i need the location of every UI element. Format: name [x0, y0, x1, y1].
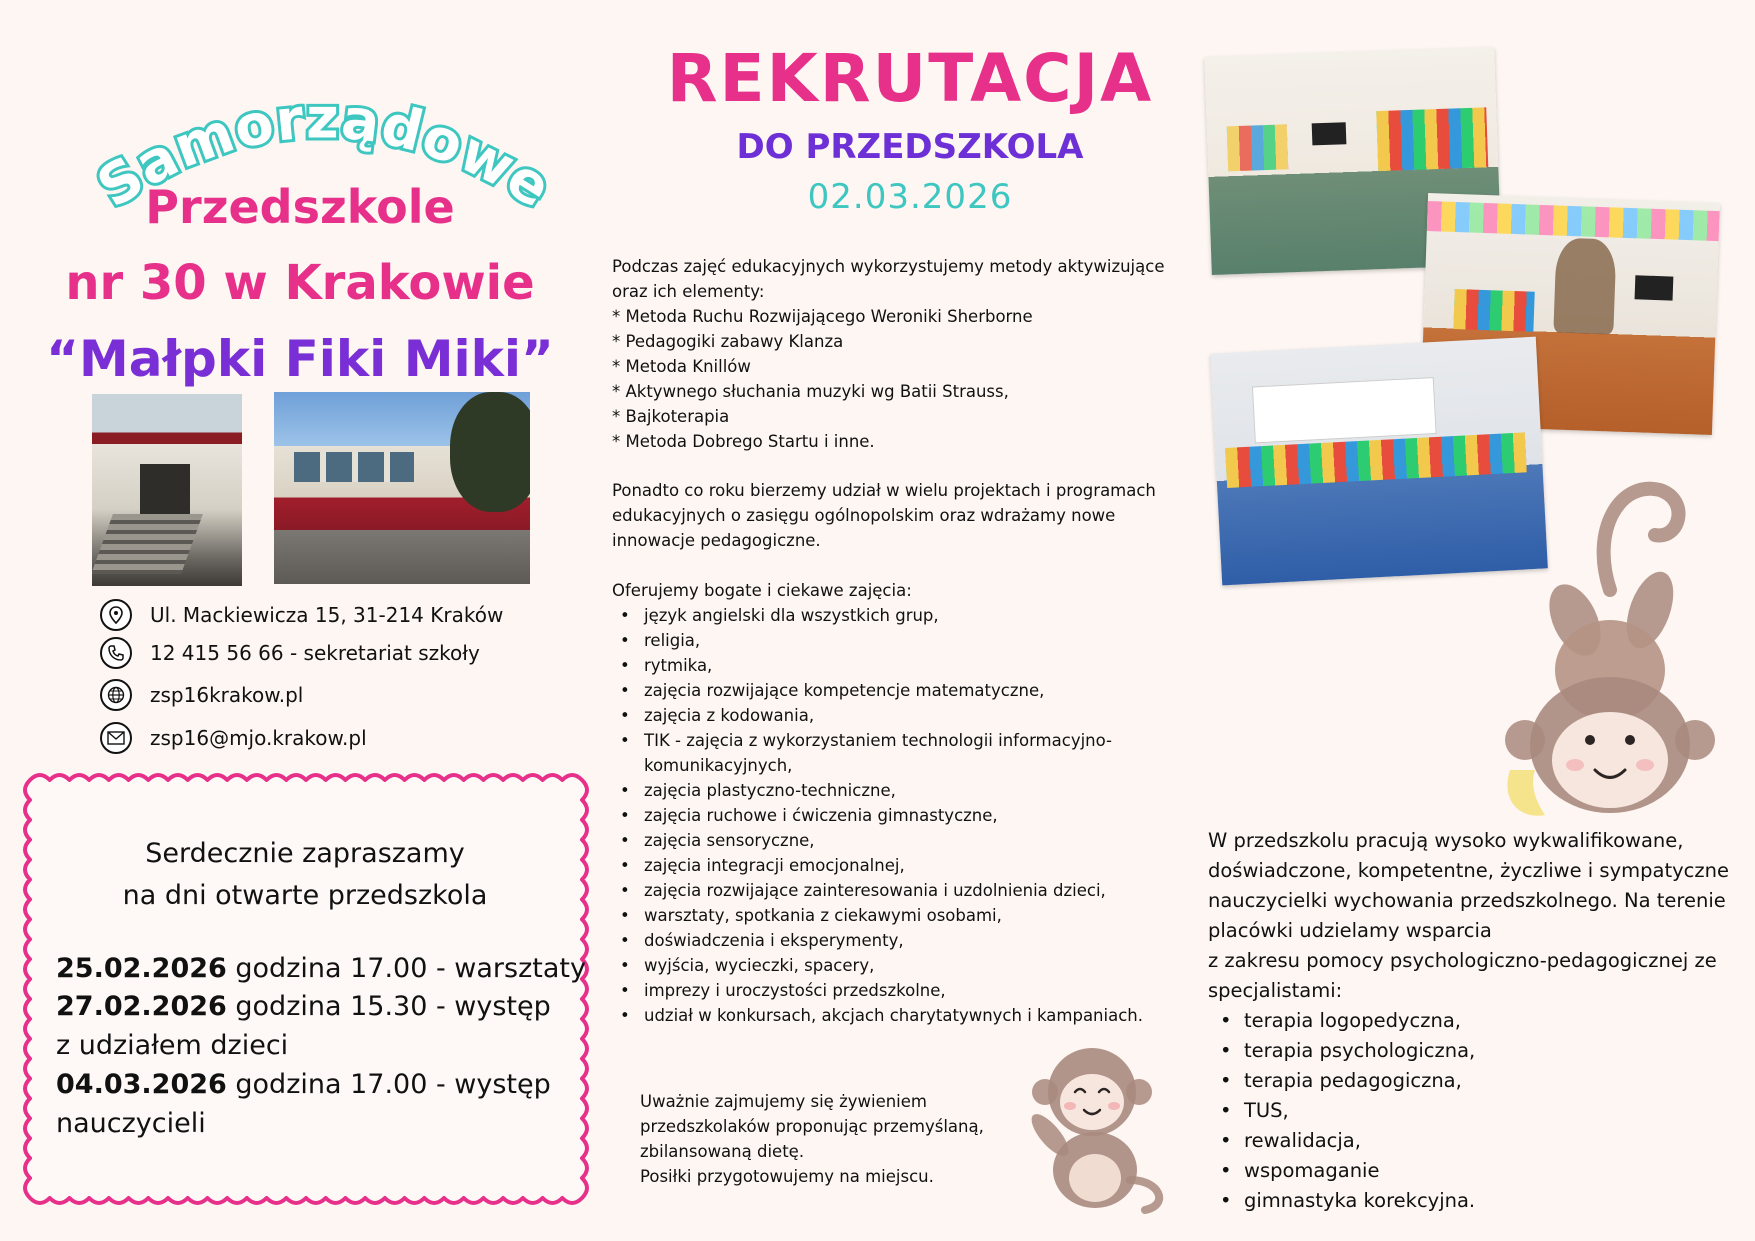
open-day-date: 25.02.2026 [56, 953, 227, 984]
methods-line: * Bajkoterapia [612, 407, 730, 426]
specialist-item: • terapia logopedyczna, [1244, 1006, 1729, 1036]
projects-paragraph [612, 478, 1156, 553]
staff-line: specjalistami: [1208, 979, 1343, 1002]
staff-line: W przedszkolu pracują wysoko wykwalifikowane, [1208, 829, 1684, 852]
contact-phone-text: 12 415 56 66 - sekretariat szkoły [150, 641, 480, 665]
open-days-title [40, 833, 570, 917]
envelope-icon [100, 722, 132, 754]
open-day-details: godzina 15.30 - występ [226, 991, 551, 1022]
food-line: Posiłki przygotowujemy na miejscu. [640, 1167, 934, 1186]
projects-line: innowacje pedagogiczne. [612, 531, 821, 550]
offer-list-item-continued: komunikacyjnych, [644, 756, 793, 775]
photo-garlands [1427, 201, 1720, 241]
offer-list-item: • wyjścia, wycieczki, spacery, [644, 953, 1143, 978]
open-day-event-3 [56, 1066, 551, 1104]
open-day-details: nauczycieli [56, 1108, 206, 1139]
offer-list-item: • zajęcia sensoryczne, [644, 828, 1143, 853]
open-day-date: 04.03.2026 [56, 1069, 227, 1100]
offer-list-item: • warsztaty, spotkania z ciekawymi osobami, [644, 903, 1143, 928]
contact-website[interactable] [100, 678, 303, 712]
food-paragraph [640, 1089, 984, 1189]
monkey-sitting-illustration [1020, 1030, 1170, 1220]
offer-list [612, 603, 1143, 1028]
methods-line: oraz ich elementy: [612, 282, 765, 301]
offer-list-item: • zajęcia ruchowe i ćwiczenia gimnastyczne, [644, 803, 1143, 828]
open-day-date: 27.02.2026 [56, 991, 227, 1022]
photo-tv [1635, 275, 1674, 300]
photo-tree-decoration [1553, 237, 1616, 334]
open-days-title-line-1: Serdecznie zapraszamy [145, 838, 465, 869]
offer-list-item: • zajęcia plastyczno-techniczne, [644, 778, 1143, 803]
photo-shelf [1376, 107, 1488, 171]
offer-list-item: • zajęcia rozwijające zainteresowania i uzdolnienia dzieci, [644, 878, 1143, 903]
photo-shelf [1227, 124, 1289, 171]
contact-website-link[interactable]: zsp16krakow.pl [150, 683, 304, 707]
school-building-photo-facade [274, 392, 530, 584]
food-line: przedszkolaków proponując przemyślaną, [640, 1117, 984, 1136]
food-line: Uważnie zajmujemy się żywieniem [640, 1092, 927, 1111]
offer-list-item: • rytmika, [644, 653, 1143, 678]
open-day-event-2-continued [56, 1027, 288, 1065]
contact-address [100, 598, 503, 632]
school-title-number-city: nr 30 w Krakowie [65, 255, 535, 311]
food-line: zbilansowaną dietę. [640, 1142, 805, 1161]
arc-title-text: Samorządowe [86, 86, 563, 222]
offer-list-item: • zajęcia integracji emocjonalnej, [644, 853, 1143, 878]
methods-line: * Pedagogiki zabawy Klanza [612, 332, 844, 351]
location-pin-icon [100, 599, 132, 631]
open-day-event-2 [56, 988, 551, 1026]
specialists-list [1208, 1006, 1729, 1216]
methods-line: * Metoda Knillów [612, 357, 751, 376]
school-title-przedszkole: Przedszkole [145, 180, 455, 234]
school-title-name: “Małpki Fiki Miki” [46, 330, 554, 388]
offer-list-item: • język angielski dla wszystkich grup, [644, 603, 1143, 628]
open-day-details: godzina 17.00 - warsztaty [226, 953, 586, 984]
open-day-details: z udziałem dzieci [56, 1030, 289, 1061]
methods-line: * Metoda Dobrego Startu i inne. [612, 432, 875, 451]
methods-line: * Metoda Ruchu Rozwijającego Weroniki Sherborne [612, 307, 1033, 326]
contact-email[interactable] [100, 721, 367, 755]
offer-section [612, 578, 1143, 1028]
projects-line: edukacyjnych o zasięgu ogólnopolskim oraz wdrażamy nowe [612, 506, 1116, 525]
open-days-title-line-2: na dni otwarte przedszkola [122, 880, 488, 911]
offer-list-item: • zajęcia z kodowania, [644, 703, 1143, 728]
offer-list-item: • TIK - zajęcia z wykorzystaniem technologii informacyjno- [644, 728, 1143, 753]
staff-line: z zakresu pomocy psychologiczno-pedagogicznej ze [1208, 949, 1717, 972]
open-day-event-1 [56, 950, 586, 988]
staff-line: placówki udzielamy wsparcia [1208, 919, 1492, 942]
photo-shelf [1453, 289, 1534, 332]
photo-stairs [92, 514, 203, 574]
open-day-details: godzina 17.00 - występ [226, 1069, 551, 1100]
heading-recruitment-date: 02.03.2026 [807, 177, 1013, 217]
methods-paragraph [612, 254, 1164, 454]
specialist-item: • wspomaganie [1244, 1156, 1729, 1186]
heading-rekrutacja: REKRUTACJA [666, 40, 1154, 117]
phone-icon [100, 637, 132, 669]
open-day-event-3-continued [56, 1105, 206, 1143]
staff-paragraph [1208, 826, 1729, 1216]
photo-windows [294, 452, 414, 482]
specialist-item: • terapia psychologiczna, [1244, 1036, 1729, 1066]
offer-list-item: • zajęcia rozwijające kompetencje matematyczne, [644, 678, 1143, 703]
photo-tv [1312, 122, 1347, 145]
heading-do-przedszkola: DO PRZEDSZKOLA [736, 127, 1084, 167]
school-building-photo-entrance [92, 394, 242, 586]
specialist-item: • TUS, [1244, 1096, 1729, 1126]
offer-list-item: • religia, [644, 628, 1143, 653]
specialist-item: • gimnastyka korekcyjna. [1244, 1186, 1729, 1216]
staff-line: doświadczone, kompetentne, życzliwe i sympatyczne [1208, 859, 1729, 882]
photo-tree [450, 392, 530, 512]
methods-line: * Aktywnego słuchania muzyki wg Batii Strauss, [612, 382, 1009, 401]
globe-icon [100, 679, 132, 711]
specialist-item: • rewalidacja, [1244, 1126, 1729, 1156]
specialist-item: • terapia pedagogiczna, [1244, 1066, 1729, 1096]
projects-line: Ponadto co roku bierzemy udział w wielu projektach i programach [612, 481, 1156, 500]
offer-list-item: • doświadczenia i eksperymenty, [644, 928, 1143, 953]
offer-list-item: • udział w konkursach, akcjach charytatywnych i kampaniach. [644, 1003, 1143, 1028]
offer-intro: Oferujemy bogate i ciekawe zajęcia: [612, 581, 912, 600]
contact-address-text: Ul. Mackiewicza 15, 31-214 Kraków [150, 603, 504, 627]
monkey-hanging-illustration [1490, 470, 1740, 830]
offer-list-item: • imprezy i uroczystości przedszkolne, [644, 978, 1143, 1003]
contact-email-link[interactable]: zsp16@mjo.krakow.pl [150, 726, 367, 750]
staff-line: nauczycielki wychowania przedszkolnego. Na terenie [1208, 889, 1726, 912]
photo-whiteboard [1252, 377, 1437, 443]
methods-line: Podczas zajęć edukacyjnych wykorzystujemy metody aktywizujące [612, 257, 1165, 276]
contact-phone [100, 636, 480, 670]
